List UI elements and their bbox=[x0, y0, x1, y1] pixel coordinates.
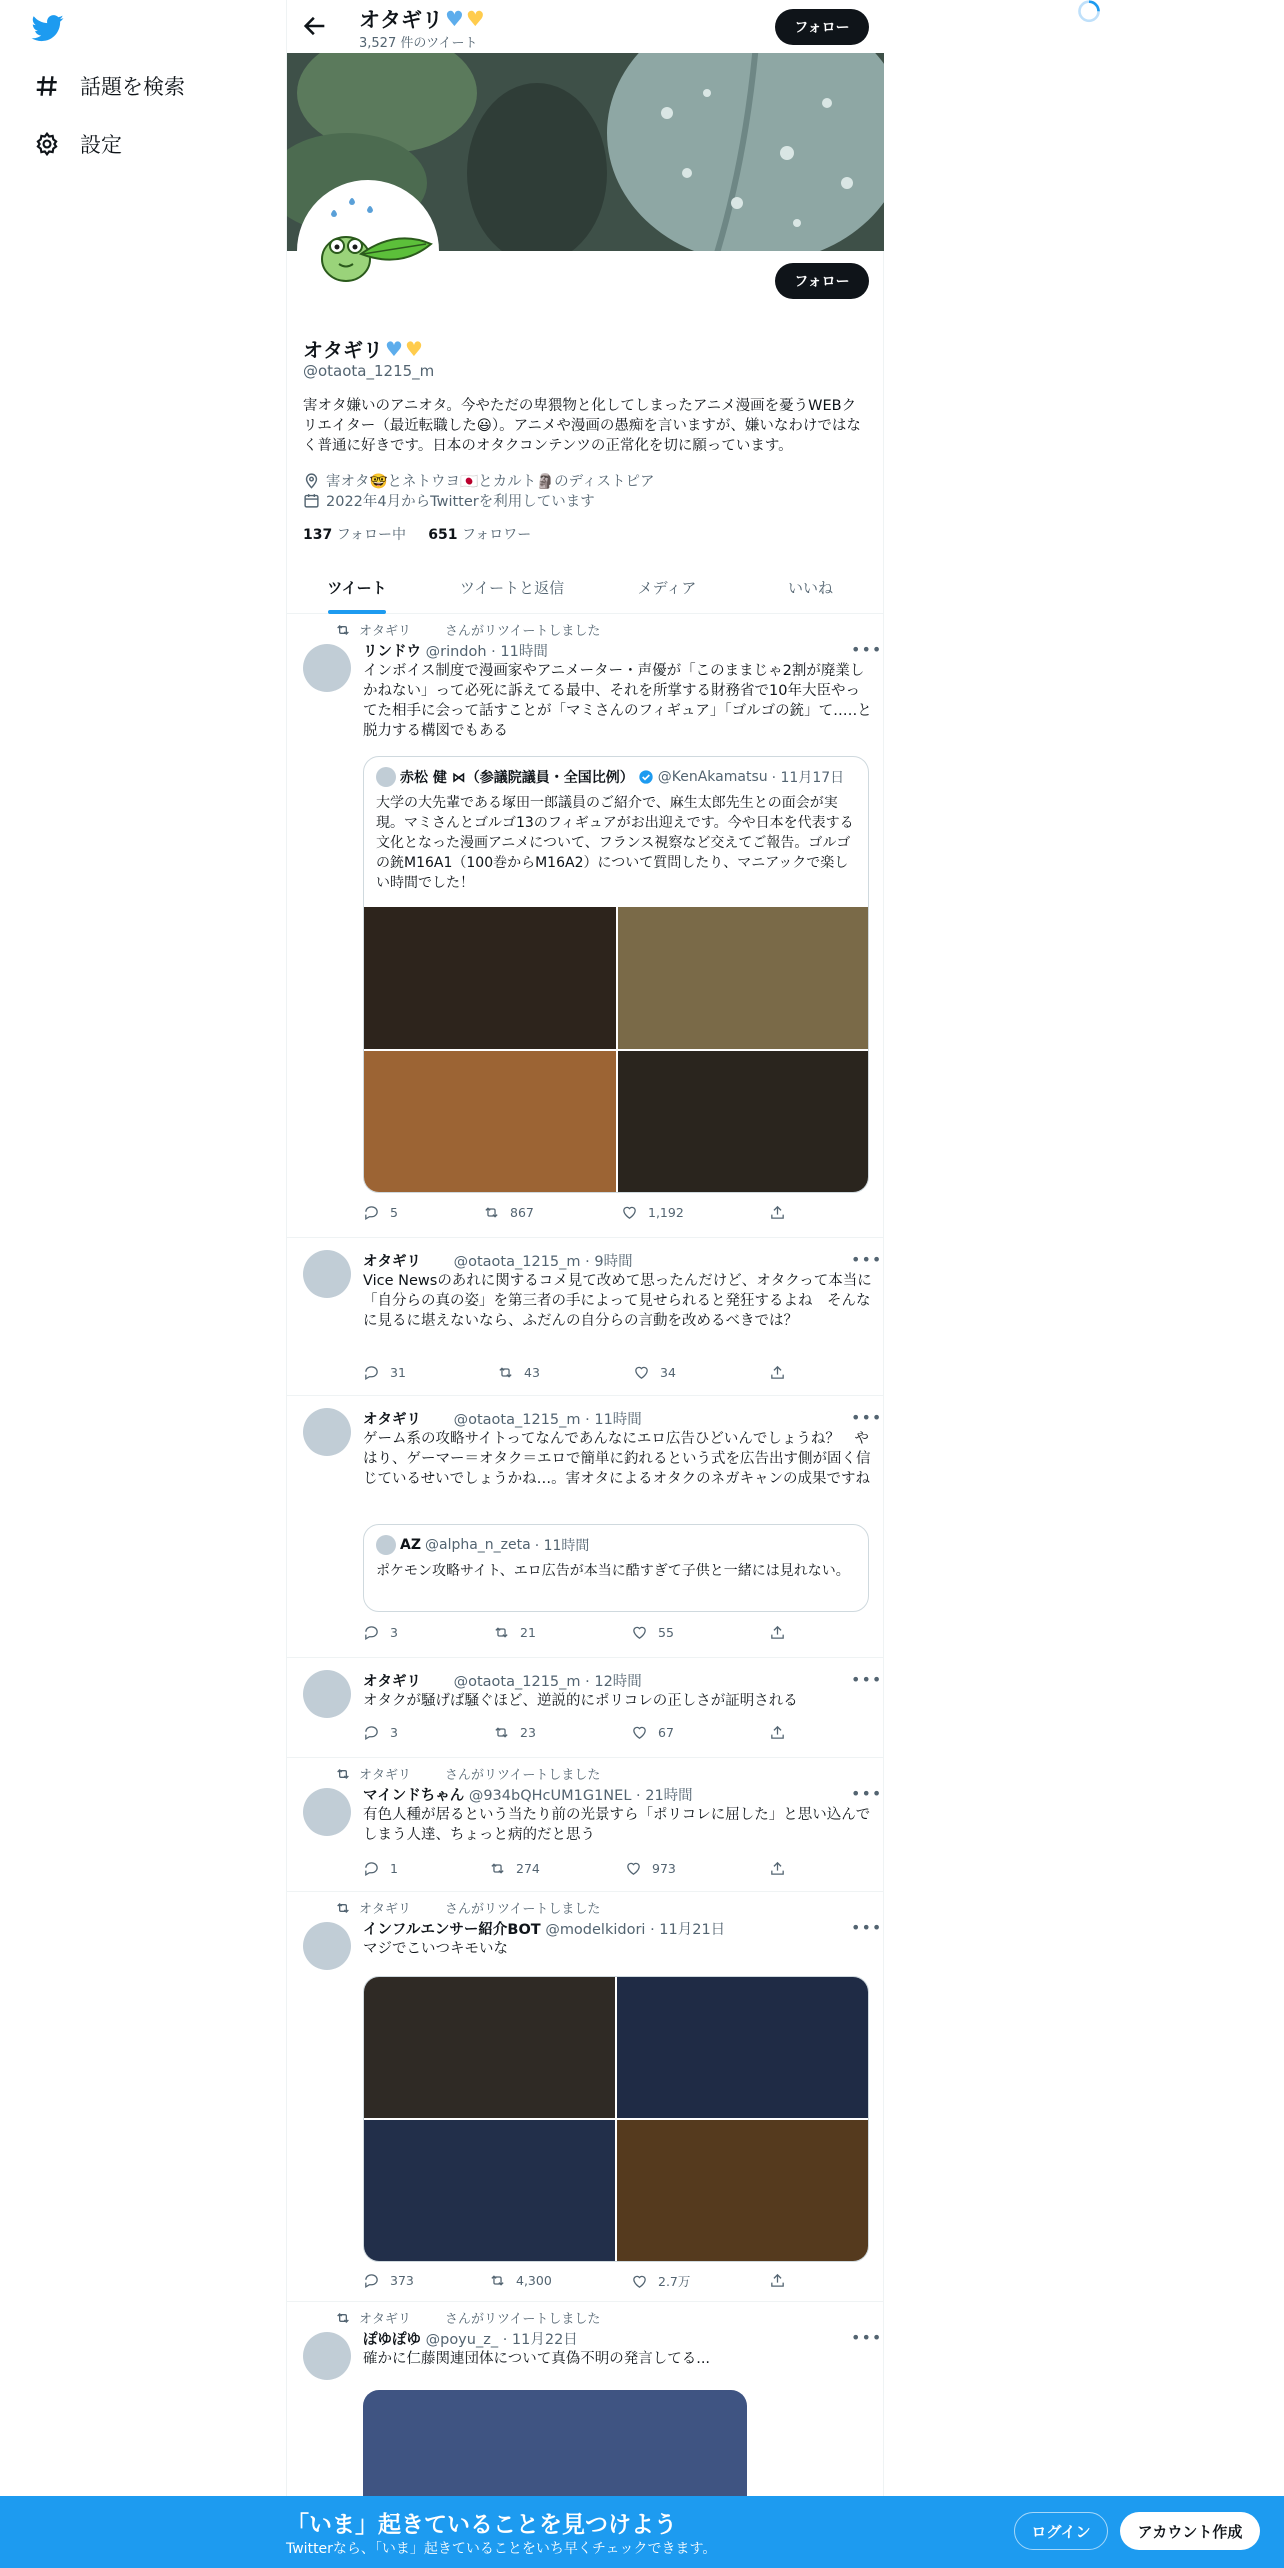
nav-settings-label: 設定 bbox=[80, 133, 122, 157]
tweet-text: ゲーム系の攻略サイトってなんであんなにエロ広告ひどいんでしょうね？ やはり、ゲーマー＝オタク＝エロで簡単に釣れるという式を広告出す側が固く信じているせいでしょうかね…。害オタによるオタクのネガキャンの成果ですね bbox=[363, 1431, 871, 1487]
nav-explore[interactable] bbox=[34, 66, 185, 106]
heart-icon bbox=[631, 2273, 648, 2290]
retweet-count: 21 bbox=[520, 1625, 536, 1640]
tweet-author-handle[interactable]: @934bQHcUM1G1NEL bbox=[468, 1788, 632, 1804]
following-label: フォロー中 bbox=[336, 527, 406, 543]
like-count: 34 bbox=[660, 1365, 676, 1380]
tweet-author-name[interactable]: リンドウ bbox=[363, 644, 421, 660]
tweet-time[interactable]: · 9時間 bbox=[585, 1254, 633, 1270]
tab-likes[interactable]: いいね bbox=[787, 578, 833, 597]
quote-author-name: 赤松 健 ⋈（参議院議員・全国比例） bbox=[400, 770, 634, 786]
more-options-icon[interactable]: ••• bbox=[851, 640, 883, 659]
reply-button[interactable] bbox=[363, 1860, 398, 1877]
media-image[interactable] bbox=[364, 1051, 616, 1193]
retweet-icon bbox=[493, 1624, 510, 1641]
share-button[interactable] bbox=[769, 1860, 786, 1877]
tweet-actions bbox=[363, 2272, 803, 2294]
profile-handle: @otaota_1215_m bbox=[303, 362, 435, 380]
reply-count: 31 bbox=[390, 1365, 406, 1380]
tweet-author-handle[interactable]: @poyu_z_ bbox=[425, 2332, 499, 2348]
avatar[interactable] bbox=[303, 1250, 351, 1298]
reply-button[interactable] bbox=[363, 1624, 398, 1641]
tweet-item[interactable] bbox=[287, 1758, 884, 1892]
share-icon bbox=[769, 1364, 786, 1381]
tweet-header bbox=[363, 1250, 633, 1271]
media-image[interactable] bbox=[364, 2120, 615, 2261]
retweet-count: 23 bbox=[520, 1725, 536, 1740]
reply-count: 1 bbox=[390, 1861, 398, 1876]
tweet-text: Vice Newsのあれに関するコメ見て改めて思ったんだけど、オタクって本当に「自分らの真の姿」を第三者の手によって見せられると発狂するよね そんなに見るに堪えないなら、ふだんの自分らの言動を改めるべきでは？ bbox=[363, 1273, 872, 1329]
reply-button[interactable] bbox=[363, 1204, 398, 1221]
retweet-button[interactable] bbox=[493, 1624, 536, 1641]
retweet-suffix: さんがリツイートしました bbox=[445, 1902, 601, 1917]
heart-icon bbox=[631, 1724, 648, 1741]
reply-icon bbox=[363, 1204, 380, 1221]
tweet-header bbox=[363, 2328, 578, 2349]
share-button[interactable] bbox=[769, 2272, 786, 2289]
avatar[interactable] bbox=[303, 1670, 351, 1718]
blue-heart-icon: ♥ bbox=[385, 336, 403, 361]
share-button[interactable] bbox=[769, 1724, 786, 1741]
gear-icon bbox=[34, 131, 60, 157]
tweet-text: 有色人種が居るという当たり前の光景すら「ポリコレに屈した」と思い込んでしまう人達、ちょっと病的だと思う bbox=[363, 1807, 871, 1843]
share-icon bbox=[769, 1204, 786, 1221]
retweet-context bbox=[335, 1764, 600, 1783]
tweet-author-name[interactable]: ぽゆぽゆ bbox=[363, 2332, 421, 2348]
followers-count: 651 bbox=[428, 527, 458, 543]
retweet-context bbox=[335, 620, 600, 639]
quote-media-grid bbox=[364, 907, 869, 1193]
verified-badge-icon bbox=[638, 769, 654, 785]
blue-heart-icon: ♥ bbox=[445, 7, 464, 31]
quote-author-name: AZ bbox=[400, 1537, 421, 1553]
signup-footer-bar bbox=[0, 2496, 1284, 2568]
heart-icon bbox=[633, 1364, 650, 1381]
quote-avatar bbox=[376, 767, 396, 787]
profile-tabs bbox=[287, 560, 884, 614]
quote-tweet[interactable] bbox=[363, 756, 869, 1193]
tweet-author-name[interactable]: オタギリ bbox=[363, 1412, 421, 1428]
like-count: 1,192 bbox=[648, 1205, 684, 1220]
retweet-icon bbox=[335, 2310, 351, 2326]
share-icon bbox=[769, 1624, 786, 1641]
reply-icon bbox=[363, 1624, 380, 1641]
like-button[interactable] bbox=[631, 2272, 690, 2290]
retweet-icon bbox=[483, 1204, 500, 1221]
heart-icon bbox=[621, 1204, 638, 1221]
retweet-count: 274 bbox=[516, 1861, 540, 1876]
tweet-actions bbox=[363, 1204, 803, 1226]
tab-tweets-and-replies[interactable]: ツイートと返信 bbox=[459, 578, 565, 597]
following-count: 137 bbox=[303, 527, 333, 543]
nav-settings[interactable] bbox=[34, 124, 122, 164]
following-link[interactable] bbox=[303, 527, 406, 543]
media-image[interactable] bbox=[618, 907, 869, 1049]
tweet-author-name[interactable]: オタギリ bbox=[363, 1254, 421, 1270]
profile-header-bar bbox=[287, 0, 884, 53]
retweet-icon bbox=[335, 622, 351, 638]
reply-icon bbox=[363, 1860, 380, 1877]
share-icon bbox=[769, 1724, 786, 1741]
yellow-heart-icon: ♥ bbox=[404, 336, 423, 361]
loading-spinner-icon bbox=[1074, 0, 1104, 26]
profile-name bbox=[303, 334, 423, 363]
retweeter-name[interactable]: オタギリ bbox=[359, 1768, 412, 1783]
retweet-icon bbox=[497, 1364, 514, 1381]
retweet-button[interactable] bbox=[493, 1724, 536, 1741]
header-name-text: オタギリ bbox=[359, 8, 443, 32]
quote-header bbox=[376, 767, 844, 787]
retweet-icon bbox=[489, 2272, 506, 2289]
tweet-header bbox=[363, 640, 548, 661]
like-count: 55 bbox=[658, 1625, 674, 1640]
heart-icon bbox=[631, 1624, 648, 1641]
retweet-button[interactable] bbox=[483, 1204, 534, 1221]
media-grid bbox=[363, 1976, 869, 2262]
like-button[interactable] bbox=[621, 1204, 684, 1221]
tweet-text: マジでこいつキモいな bbox=[363, 1941, 508, 1957]
tweet-time[interactable]: · 11月22日 bbox=[502, 2332, 578, 2348]
like-button[interactable] bbox=[625, 1860, 676, 1877]
yellow-heart-icon: ♥ bbox=[465, 7, 485, 31]
retweeter-name[interactable]: オタギリ bbox=[359, 2312, 412, 2327]
reply-icon bbox=[363, 1724, 380, 1741]
tweet-header bbox=[363, 1784, 693, 1805]
header-follow-button[interactable]: フォロー bbox=[775, 9, 869, 45]
follow-stats bbox=[303, 524, 531, 544]
footer-subtitle: Twitterなら、「いま」起きていることをいち早くチェックできます。 bbox=[286, 2541, 717, 2557]
retweet-icon bbox=[335, 1900, 351, 1916]
quote-text: ポケモン攻略サイト、エロ広告が本当に酷すぎて子供と一緒には見れない。 bbox=[376, 1563, 850, 1579]
profile-joined-text: 2022年4月からTwitterを利用しています bbox=[326, 494, 595, 510]
more-options-icon[interactable]: ••• bbox=[851, 1670, 883, 1689]
avatar[interactable] bbox=[303, 2332, 351, 2380]
tweet-author-handle[interactable]: @rindoh bbox=[425, 644, 487, 660]
tweet-time[interactable]: · 12時間 bbox=[585, 1674, 642, 1690]
media-image[interactable] bbox=[364, 1977, 615, 2118]
retweet-count: 4,300 bbox=[516, 2273, 552, 2288]
tweet-time[interactable]: · 11時間 bbox=[585, 1412, 642, 1428]
more-options-icon[interactable]: ••• bbox=[851, 1918, 883, 1937]
reply-count: 373 bbox=[390, 2273, 414, 2288]
heart-icon bbox=[625, 1860, 642, 1877]
retweet-suffix: さんがリツイートしました bbox=[445, 1768, 601, 1783]
reply-button[interactable] bbox=[363, 1724, 398, 1741]
share-icon bbox=[769, 2272, 786, 2289]
profile-avatar[interactable] bbox=[297, 180, 439, 322]
tweet-header bbox=[363, 1408, 642, 1429]
tweet-actions bbox=[363, 1364, 803, 1386]
login-button[interactable]: ログイン bbox=[1014, 2512, 1108, 2550]
tweet-time[interactable]: · 11月21日 bbox=[650, 1922, 726, 1938]
tweet-header bbox=[363, 1918, 725, 1939]
retweet-button[interactable] bbox=[497, 1364, 540, 1381]
reply-count: 3 bbox=[390, 1625, 398, 1640]
quote-author-handle: @alpha_n_zeta bbox=[425, 1537, 531, 1553]
more-options-icon[interactable]: ••• bbox=[851, 1250, 883, 1269]
more-options-icon[interactable]: ••• bbox=[851, 1408, 883, 1427]
reply-icon bbox=[363, 2272, 380, 2289]
share-button[interactable] bbox=[769, 1364, 786, 1381]
profile-bio: 害オタ嫌いのアニオタ。今やただの卑猥物と化してしまったアニメ漫画を憂うWEBクリエイター（最近転職した😃）。アニメや漫画の愚痴を言いますが、嫌いなわけではなく普通に好きです。日本のオタクコンテンツの正常化を切に願っています。 bbox=[303, 398, 861, 454]
followers-link[interactable] bbox=[428, 527, 531, 543]
like-count: 67 bbox=[658, 1725, 674, 1740]
signup-button[interactable]: アカウント作成 bbox=[1120, 2512, 1260, 2550]
tab-tweets[interactable]: ツイート bbox=[287, 560, 427, 614]
avatar[interactable] bbox=[303, 644, 351, 692]
quote-header bbox=[376, 1535, 589, 1555]
like-button[interactable] bbox=[633, 1364, 676, 1381]
tweet-actions bbox=[363, 1624, 803, 1646]
tweet-actions bbox=[363, 1724, 803, 1746]
reply-count: 5 bbox=[390, 1205, 398, 1220]
retweet-suffix: さんがリツイートしました bbox=[445, 2312, 601, 2327]
reply-button[interactable] bbox=[363, 2272, 414, 2289]
back-arrow-icon[interactable] bbox=[301, 12, 329, 40]
share-button[interactable] bbox=[769, 1624, 786, 1641]
quote-time: · 11月17日 bbox=[771, 770, 845, 786]
media-image[interactable] bbox=[617, 2120, 868, 2261]
tab-media[interactable]: メディア bbox=[637, 578, 697, 597]
tweet-time[interactable]: · 21時間 bbox=[636, 1788, 693, 1804]
media-image[interactable] bbox=[364, 907, 616, 1049]
tweet-time[interactable]: · 11時間 bbox=[491, 644, 548, 660]
tweet-text: インボイス制度で漫画家やアニメーター・声優が「このままじゃ2割が廃業しかねない」って必死に訴えてる最中、それを所掌する財務省で10年大臣やってた相手に会って話すことが「マミさんのフィギュア」「ゴルゴの銃」て…‥と脱力する構図でもある bbox=[363, 663, 872, 739]
retweet-icon bbox=[489, 1860, 506, 1877]
profile-location bbox=[303, 470, 655, 491]
tweet-author-name[interactable]: マインドちゃん bbox=[363, 1788, 465, 1804]
tweet-author-handle[interactable]: @modelkidori bbox=[545, 1922, 646, 1938]
more-options-icon[interactable]: ••• bbox=[851, 2328, 883, 2347]
tweet-item[interactable] bbox=[287, 1396, 884, 1658]
tweet-author-handle[interactable]: @otaota_1215_m bbox=[453, 1674, 581, 1690]
tweet-author-handle[interactable]: @otaota_1215_m bbox=[453, 1412, 581, 1428]
avatar[interactable] bbox=[303, 1922, 351, 1970]
quote-tweet[interactable] bbox=[363, 1524, 869, 1612]
media-image[interactable] bbox=[618, 1051, 869, 1193]
followers-label: フォロワー bbox=[461, 527, 532, 543]
hashtag-icon bbox=[34, 73, 60, 99]
tweet-author-name[interactable]: インフルエンサー紹介BOT bbox=[363, 1922, 541, 1938]
retweet-count: 43 bbox=[524, 1365, 540, 1380]
quote-author-handle: @KenAkamatsu bbox=[657, 769, 768, 785]
profile-location-text: 害オタ🤓とネトウヨ🇯🇵とカルト🗿のディストピア bbox=[326, 474, 655, 490]
more-options-icon[interactable]: ••• bbox=[851, 1784, 883, 1803]
quote-text: 大学の大先輩である塚田一郎議員のご紹介で、麻生太郎先生との面会が実現。マミさんとゴルゴ13のフィギュアがお出迎えです。今や日本を代表する文化となった漫画アニメについて、フランス視察など交えてご報告。ゴルゴの銃M16A1（100巻からM16A2）について質問したり、マニアックで楽しい時間でした！ bbox=[376, 795, 854, 891]
retweet-button[interactable] bbox=[489, 2272, 552, 2289]
tweet-item[interactable] bbox=[287, 1892, 884, 2302]
tweet-author-name[interactable]: オタギリ bbox=[363, 1674, 421, 1690]
like-button[interactable] bbox=[631, 1624, 674, 1641]
footer-title: 「いま」起きていることを見つけよう bbox=[286, 2512, 677, 2538]
twitter-logo-icon[interactable] bbox=[30, 12, 66, 44]
like-count: 2.7万 bbox=[658, 2274, 691, 2289]
header-name bbox=[359, 4, 485, 34]
media-image[interactable] bbox=[617, 1977, 868, 2118]
main-column bbox=[286, 0, 884, 2568]
retweet-suffix: さんがリツイートしました bbox=[445, 624, 601, 639]
retweet-button[interactable] bbox=[489, 1860, 540, 1877]
quote-avatar bbox=[376, 1535, 396, 1555]
tweet-text: 確かに仁藤関連団体について真偽不明の発言してる... bbox=[363, 2351, 711, 2367]
profile-follow-button[interactable]: フォロー bbox=[775, 263, 869, 299]
frog-avatar-image bbox=[301, 184, 435, 318]
avatar[interactable] bbox=[303, 1788, 351, 1836]
location-pin-icon bbox=[303, 472, 320, 489]
tweet-item[interactable] bbox=[287, 1238, 884, 1396]
like-count: 973 bbox=[652, 1861, 676, 1876]
retweet-icon bbox=[493, 1724, 510, 1741]
profile-name-text: オタギリ bbox=[303, 338, 383, 362]
retweeter-name[interactable]: オタギリ bbox=[359, 624, 412, 639]
reply-count: 3 bbox=[390, 1725, 398, 1740]
retweet-context bbox=[335, 2308, 600, 2327]
avatar[interactable] bbox=[303, 1408, 351, 1456]
quote-time: · 11時間 bbox=[534, 1538, 590, 1554]
retweet-icon bbox=[335, 1766, 351, 1782]
tweet-actions bbox=[363, 1860, 803, 1882]
tweet-header bbox=[363, 1670, 642, 1691]
retweet-context bbox=[335, 1898, 600, 1917]
tweet-text: オタクが騒げば騒ぐほど、逆説的にポリコレの正しさが証明される bbox=[363, 1693, 798, 1709]
retweeter-name[interactable]: オタギリ bbox=[359, 1902, 412, 1917]
tweet-count: 3,527 件のツイート bbox=[359, 36, 478, 51]
calendar-icon bbox=[303, 492, 320, 509]
retweet-count: 867 bbox=[510, 1205, 534, 1220]
share-icon bbox=[769, 1860, 786, 1877]
profile-joined bbox=[303, 490, 595, 511]
nav-explore-label: 話題を検索 bbox=[80, 75, 185, 99]
like-button[interactable] bbox=[631, 1724, 674, 1741]
reply-icon bbox=[363, 1364, 380, 1381]
tweet-author-handle[interactable]: @otaota_1215_m bbox=[453, 1254, 581, 1270]
tweet-item[interactable] bbox=[287, 1658, 884, 1758]
share-button[interactable] bbox=[769, 1204, 786, 1221]
tweet-item[interactable] bbox=[287, 614, 884, 1238]
reply-button[interactable] bbox=[363, 1364, 406, 1381]
